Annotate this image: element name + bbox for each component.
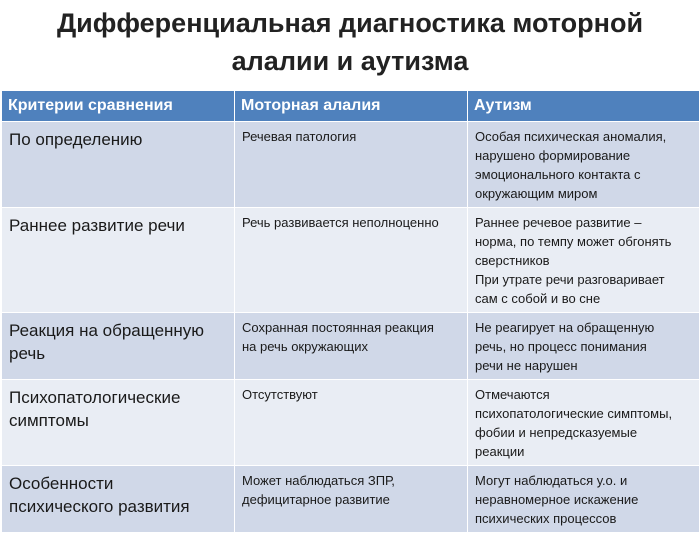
cell-text-line: Психопатологические bbox=[9, 388, 181, 407]
cell-text-line: Могут наблюдаться у.о. и bbox=[475, 473, 628, 488]
comparison-table bbox=[1, 90, 700, 533]
table-row bbox=[2, 466, 700, 533]
motor-alalia-cell bbox=[235, 313, 468, 380]
cell-text-line: речь bbox=[9, 344, 46, 363]
cell-text-line: психического развития bbox=[9, 497, 190, 516]
cell-text-line: Речь развивается неполноценно bbox=[242, 215, 439, 230]
table-row bbox=[2, 208, 700, 313]
cell-text-line: При утрате речи разговаривает bbox=[475, 272, 665, 287]
cell-text-line: сверстников bbox=[475, 253, 550, 268]
criterion-cell bbox=[2, 380, 235, 466]
cell-text-line: дефицитарное развитие bbox=[242, 492, 390, 507]
table-row bbox=[2, 380, 700, 466]
header-autism: Аутизм bbox=[468, 91, 700, 122]
autism-cell bbox=[468, 380, 700, 466]
cell-text-line: симптомы bbox=[9, 411, 89, 430]
page-title bbox=[0, 0, 700, 87]
cell-text-line: психических процессов bbox=[475, 511, 617, 526]
motor-alalia-cell bbox=[235, 122, 468, 208]
cell-text-line: реакции bbox=[475, 444, 525, 459]
criterion-cell bbox=[2, 122, 235, 208]
title-line-2: алалии и аутизма bbox=[231, 46, 469, 76]
criterion-cell bbox=[2, 313, 235, 380]
criterion-cell bbox=[2, 208, 235, 313]
cell-text-line: Раннее развитие речи bbox=[9, 216, 185, 235]
motor-alalia-cell bbox=[235, 208, 468, 313]
cell-text-line: речи не нарушен bbox=[475, 358, 578, 373]
cell-text-line: сам с собой и во сне bbox=[475, 291, 601, 306]
table-row bbox=[2, 313, 700, 380]
cell-text-line: нарушено формирование bbox=[475, 148, 631, 163]
autism-cell bbox=[468, 208, 700, 313]
autism-cell bbox=[468, 466, 700, 533]
motor-alalia-cell bbox=[235, 466, 468, 533]
title-line-1: Дифференциальная диагностика моторной bbox=[56, 8, 644, 38]
cell-text-line: фобии и непредсказуемые bbox=[475, 425, 638, 440]
table-header-row bbox=[2, 91, 700, 122]
cell-text-line: окружающим миром bbox=[475, 186, 598, 201]
cell-text-line: Особенности bbox=[9, 474, 114, 493]
cell-text-line: Отмечаются bbox=[475, 387, 550, 402]
cell-text-line: Отсутствуют bbox=[242, 387, 318, 402]
autism-cell bbox=[468, 313, 700, 380]
table-row bbox=[2, 122, 700, 208]
header-criteria: Критерии сравнения bbox=[2, 91, 235, 122]
cell-text-line: на речь окружающих bbox=[242, 339, 368, 354]
motor-alalia-cell bbox=[235, 380, 468, 466]
header-motor-alalia: Моторная алалия bbox=[235, 91, 468, 122]
cell-text-line: эмоционального контакта с bbox=[475, 167, 641, 182]
cell-text-line: неравномерное искажение bbox=[475, 492, 639, 507]
cell-text-line: Реакция на обращенную bbox=[9, 321, 205, 340]
cell-text-line: Речевая патология bbox=[242, 129, 357, 144]
cell-text-line: По определению bbox=[9, 130, 143, 149]
cell-text-line: психопатологические симптомы, bbox=[475, 406, 673, 421]
cell-text-line: норма, по темпу может обгонять bbox=[475, 234, 672, 249]
cell-text-line: Особая психическая аномалия, bbox=[475, 129, 667, 144]
cell-text-line: Раннее речевое развитие – bbox=[475, 215, 642, 230]
autism-cell bbox=[468, 122, 700, 208]
cell-text-line: Не реагирует на обращенную bbox=[475, 320, 655, 335]
cell-text-line: речь, но процесс понимания bbox=[475, 339, 647, 354]
cell-text-line: Может наблюдаться ЗПР, bbox=[242, 473, 395, 488]
cell-text-line: Сохранная постоянная реакция bbox=[242, 320, 434, 335]
criterion-cell bbox=[2, 466, 235, 533]
